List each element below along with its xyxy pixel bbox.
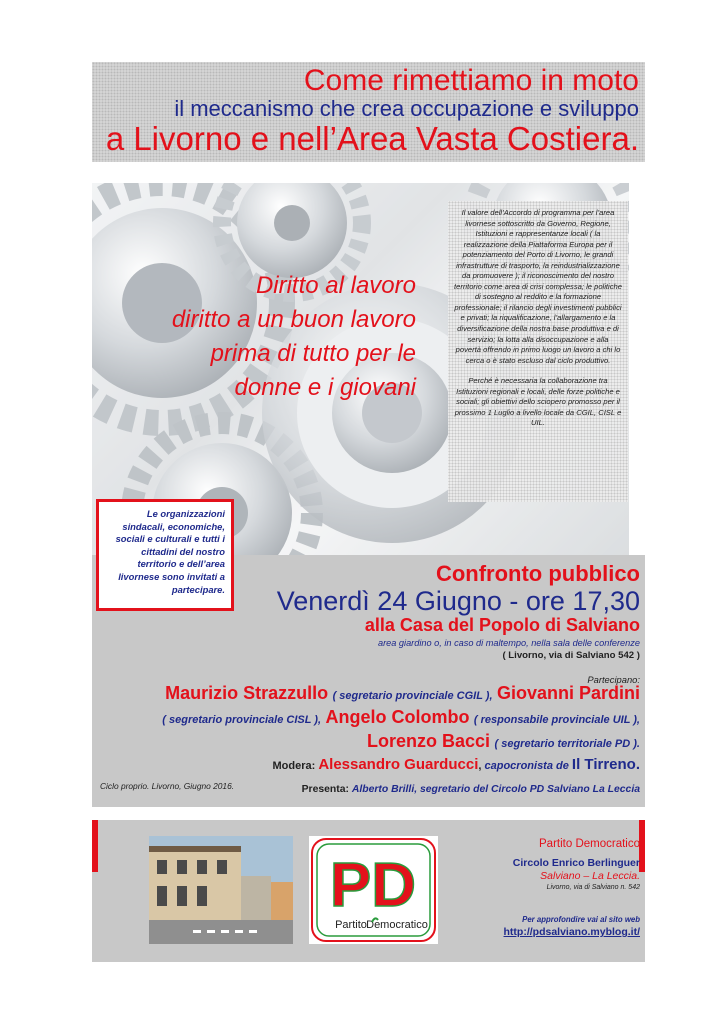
pd-logo-letters: PD bbox=[329, 851, 417, 920]
website-label: Per approfondire vai al sito web bbox=[522, 915, 640, 924]
speaker-name: Giovanni Pardini bbox=[496, 683, 640, 703]
moderator-role: capocronista de bbox=[484, 760, 569, 772]
accord-paragraph-1: Il valore dell’Accordo di programma per l’area livornese sottoscritto da Governo, Regione, Istituzioni e rappresentanze locali ( la realizzazione della Piattaforma Europa per il potenziamento del Porto di Livorno, le grandi infrastrutture di trasporto, la reindustrializzazione da promuovere ); il riconoscimento del nostro territorio come area di crisi complessa; le politiche di sostegno al reddito e la formazione professionale; il rilancio degli investimenti pubblici e privati; la riqualificazione, l’allargamento e la diversificazione della nostra base produttiva e di servizio; la lotta alla disoccupazione e alla povertà offrendo in primo luogo un lavoro a chi lo cerca o è stato escluso dal ciclo produttivo. bbox=[454, 208, 622, 365]
slogan bbox=[172, 269, 416, 405]
speaker-role: ( responsabile provinciale UIL ), bbox=[473, 714, 640, 726]
moderator-comma: , bbox=[478, 760, 482, 772]
speakers-list bbox=[162, 683, 640, 755]
pd-logo bbox=[309, 836, 438, 944]
event-address: ( Livorno, via di Salviano 542 ) bbox=[502, 650, 640, 661]
circolo-location: Salviano – La Leccia. bbox=[540, 870, 640, 882]
slogan-line: donne e i giovani bbox=[234, 374, 416, 401]
moderator-paper: Il Tirreno. bbox=[571, 756, 640, 773]
presenter-label: Presenta: bbox=[301, 784, 349, 795]
headline-line-3: a Livorno e nell’Area Vasta Costiera. bbox=[105, 120, 639, 157]
speaker-name: Angelo Colombo bbox=[325, 707, 470, 727]
slogan-line: prima di tutto per le bbox=[210, 340, 416, 367]
invite-box: Le organizzazioni sindacali, economiche, sociali e culturali e tutti i cittadini del nostro territorio e dell’area livornese sono invitati a partecipare. bbox=[96, 499, 234, 611]
moderator-line bbox=[272, 756, 640, 773]
speaker-role: ( segretario provinciale CISL ), bbox=[162, 714, 322, 726]
event-title: Confronto pubblico bbox=[435, 561, 640, 586]
accord-text-box bbox=[448, 201, 628, 502]
event-venue: alla Casa del Popolo di Salviano bbox=[364, 615, 640, 635]
moderator-name: Alessandro Guarducci bbox=[318, 756, 479, 773]
slogan-line: Diritto al lavoro bbox=[255, 272, 416, 299]
circolo-address: Livorno, via di Salviano n. 542 bbox=[546, 884, 640, 891]
accord-paragraph-2: Perché è necessaria la collaborazione tra Istituzioni regionali e locali, delle forze politiche e sociali; gli obiettivi dello sciopero promosso per il prossimo 1 Luglio a livello locale da CGIL, CISL e UIL. bbox=[454, 376, 622, 428]
slogan-line: diritto a un buon lavoro bbox=[171, 306, 416, 333]
street-photo bbox=[149, 836, 293, 944]
speaker-role: ( segretario territoriale PD ). bbox=[494, 738, 640, 750]
headline-line-2: il meccanismo che crea occupazione e sviluppo bbox=[174, 96, 639, 121]
footer-left-red-bar bbox=[92, 820, 98, 872]
header-banner bbox=[92, 62, 645, 162]
headline-line-1: Come rimettiamo in moto bbox=[303, 64, 639, 97]
speaker-name: Lorenzo Bacci bbox=[367, 731, 491, 751]
circolo-name: Circolo Enrico Berlinguer bbox=[512, 857, 640, 869]
presenter-line bbox=[302, 784, 640, 795]
credit-note: Ciclo proprio. Livorno, Giugno 2016. bbox=[100, 781, 235, 791]
party-name: Partito Democratico bbox=[539, 838, 640, 850]
presenter-text: Alberto Brilli, segretario del Circolo PD Salviano La Leccia bbox=[351, 784, 640, 795]
speaker-name: Maurizio Strazzullo bbox=[165, 683, 329, 703]
event-area-note: area giardino o, in caso di maltempo, nella sala delle conferenze bbox=[377, 638, 640, 648]
pd-logo-mark bbox=[309, 836, 438, 944]
moderator-label: Modera: bbox=[272, 760, 316, 772]
pd-logo-text-right: Democratico bbox=[366, 919, 428, 931]
event-date: Venerdì 24 Giugno - ore 17,30 bbox=[276, 586, 640, 616]
building-illustration bbox=[149, 836, 293, 944]
speaker-role: ( segretario provinciale CGIL ), bbox=[332, 690, 493, 702]
website-link[interactable]: http://pdsalviano.myblog.it/ bbox=[503, 926, 640, 938]
pd-logo-text-left: Partito bbox=[335, 919, 367, 931]
participants-label: Partecipano: bbox=[587, 674, 640, 685]
